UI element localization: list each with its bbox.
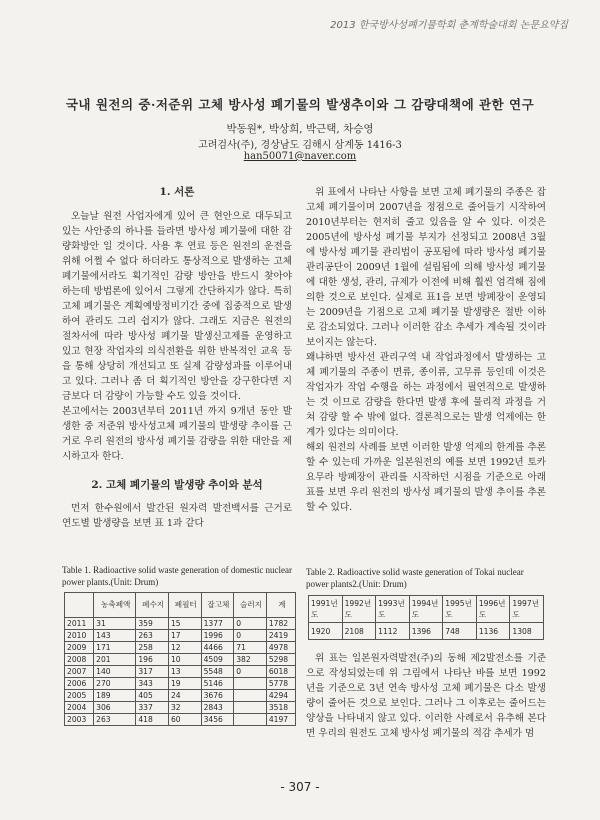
table-1-cell: 382	[234, 654, 267, 666]
table-1-header-cell: 잡고체	[201, 593, 234, 618]
paper-authors: 박동원*, 박상희, 박근택, 차승영	[226, 123, 374, 135]
table-2-value-cell: 1136	[476, 623, 510, 640]
table-1-header-cell: 폐필터	[168, 593, 201, 618]
table-1-cell: 317	[136, 666, 169, 678]
table-1-cell: 4294	[266, 690, 295, 702]
table-row	[65, 666, 296, 678]
paper-affiliation: 고려검사(주), 경상남도 김해시 삼계동 1416-3	[198, 140, 402, 151]
table-1-cell: 31	[94, 618, 136, 630]
table-1-cell: 12	[168, 642, 201, 654]
table-2-year-cell: 1993년도	[376, 596, 410, 623]
table-2-value-cell: 2108	[342, 623, 376, 640]
table-2-value-cell: 1112	[376, 623, 410, 640]
table-1-cell: 0	[234, 630, 267, 642]
table-row	[65, 630, 296, 642]
table-2-year-cell: 1991년도	[309, 596, 343, 623]
right-paragraph-1: 위 표에서 나타난 사항을 보면 고체 폐기물의 주종은 잡 고체 폐기물이며 2007년을 정점으로 줄어들기 시작하여 2010년부터는 현저히 줄고 있음을 알 수 있다. 이것은 2005년에 방사성 폐기물 부지가 선정되고 2008년 3월에 방사성 폐기물 관리법이 공포됨에 따라 방사성 폐기물 관리공단이 2009년 1월에 설립됨에 의해 방사성 폐기물에 대한 생성, 관리, 규제가 이전에 비해 훨씬 엄격해 짐에 의한 것으로 보인다. 실제로 표1을 보면 방폐장이 운영되는 2009년을 기점으로 고체 폐기물 발생량은 절반 이하로 감소되었다. 그러나 이러한 감소 추세가 계속될 것이라 보이지는 않는다.	[306, 187, 546, 348]
right-paragraph-2: 왜냐하면 방사선 관리구역 내 작업과정에서 발생하는 고체 폐기물의 주종이 면류, 종이류, 고무류 등인데 이것은 작업자가 작업 수행을 하는 과정에서 필연적으로 발생하는 것 이므로 감량을 한다면 발생 후에 물리적 과정을 거쳐 감량 할 수 밖에 없다. 결론적으로는 발생 억제에는 한계가 있다는 의미이다.	[306, 352, 546, 438]
table-2-value-cell: 748	[443, 623, 477, 640]
table-1-cell: 201	[94, 654, 136, 666]
page-number: - 307 -	[280, 780, 320, 794]
table-1-cell: 2419	[266, 630, 295, 642]
right-paragraph-4: 위 표는 일본원자력발전(주)의 동해 제2발전소를 기준으로 작성되었는데 위 그림에서 나타난 바를 보면 1992년을 기준으로 3년 연속 방사성 고체 폐기물은 다소 발생량이 줄어든 것으로 보인다. 그러나 그 이후로는 줄어드는 양상을 나타내지 않고 있다. 이러한 사례로서 유추해 본다면 우리의 원전도 고체 방사성 폐기물의 적감 추세가 멈	[306, 653, 546, 739]
table-2-year-cell: 1996년도	[476, 596, 510, 623]
right-column-text	[306, 185, 546, 515]
table-1-cell: 2005	[65, 690, 94, 702]
table-1-cell: 5548	[201, 666, 234, 678]
table-1-cell: 337	[136, 702, 169, 714]
table-1-cell: 15	[168, 618, 201, 630]
table-1-cell: 2843	[201, 702, 234, 714]
table-1-cell: 71	[234, 642, 267, 654]
table-1-cell	[234, 678, 267, 690]
table-1-cell: 4197	[266, 714, 295, 726]
section-2-paragraph-1: 먼저 한수원에서 발간된 원자력 발전백서를 근거로 연도별 발생량을 보면 표 1과 같다	[62, 503, 292, 529]
table-1-cell: 359	[136, 618, 169, 630]
section-1-paragraph-1: 오늘날 원전 사업자에게 있어 큰 현안으로 대두되고 있는 사안중의 하나를 들라면 방사성 폐기물에 대한 감량화방안 일 것이다. 사용 후 연료 등은 원전의 운전을 위해 어쩔 수 없다 하더라도 통상적으로 발생하는 고체 폐기물에서라도 획기적인 감량 방안을 반드시 찾아야 하는데 방법론에 있어서 그렇게 간단하지가 않다. 특히 고체 폐기물은 계획예방정비기간 중에 집중적으로 발생하여 관리도 그리 쉽지가 않다. 그래도 지금은 원전의 절차서에 따라 방사성 폐기물 발생신고제를 운영하고 있고 현장 작업자의 의식전환을 위한 반복적인 교육 등을 통해 상당히 개선되고 또 실제 감량성과를 이루어내고 있다. 그러나 좀 더 획기적인 방안을 강구한다면 지금보다 더 감량이 가능할 수도 있을 것이다.	[62, 211, 292, 402]
table-1-cell	[234, 702, 267, 714]
table-1-cell: 1782	[266, 618, 295, 630]
table-2-year-cell: 1994년도	[409, 596, 443, 623]
table-1-cell: 263	[94, 714, 136, 726]
right-column-text-lower	[306, 651, 546, 741]
section-2-title: 2. 고체 폐기물의 발생량 추이와 분석	[91, 479, 263, 491]
table-1-cell: 19	[168, 678, 201, 690]
table-1-cell: 3456	[201, 714, 234, 726]
table-row	[65, 690, 296, 702]
table-2-value-cell: 1308	[510, 623, 544, 640]
table-2-year-cell: 1997년도	[510, 596, 544, 623]
table-2-caption: Table 2. Radioactive solid waste generation of Tokai nuclear power plants2.(Unit: Drum)	[306, 567, 524, 589]
table-1-header-cell: 슬러지	[234, 593, 267, 618]
table-1-cell: 258	[136, 642, 169, 654]
table-1-cell: 343	[136, 678, 169, 690]
table-2-year-row	[309, 596, 544, 623]
table-1-cell: 3676	[201, 690, 234, 702]
table-1-cell: 2003	[65, 714, 94, 726]
table-1-cell: 270	[94, 678, 136, 690]
table-1-header-row	[65, 593, 296, 618]
table-1-cell: 60	[168, 714, 201, 726]
right-paragraph-3: 해외 원전의 사례를 보면 이러한 발생 억제의 한계를 추론 할 수 있는데 가까운 일본원전의 예를 보면 1992년 토카요무라 방폐장이 관리를 시작하던 시점을 기준으로 아래 표를 보면 우리 원전의 방사성 폐기물의 발생 추이를 추론할 수 있다.	[306, 442, 546, 513]
table-1-cell: 13	[168, 666, 201, 678]
table-1-cell: 263	[136, 630, 169, 642]
table-2-value-cell: 1920	[309, 623, 343, 640]
table-row	[65, 702, 296, 714]
table-1-cell: 418	[136, 714, 169, 726]
section-1-title: 1. 서론	[159, 186, 195, 198]
table-1-header-cell	[65, 593, 94, 618]
table-1-cell: 2010	[65, 630, 94, 642]
table-1-cell: 3518	[266, 702, 295, 714]
table-1-cell: 6018	[266, 666, 295, 678]
section-1-paragraph-2: 본고에서는 2003년부터 2011년 까지 9개년 동안 발생한 중 저준위 방사성고체 폐기물의 발생량 추이를 근거로 우리 원전의 방사성 폐기물 감량을 위한 대안을 제시하고자 한다.	[62, 406, 292, 462]
table-1-cell: 24	[168, 690, 201, 702]
table-1-cell: 0	[234, 618, 267, 630]
table-1-cell: 2011	[65, 618, 94, 630]
table-1-cell: 5778	[266, 678, 295, 690]
table-1-header-cell: 폐수지	[136, 593, 169, 618]
table-1-cell: 2004	[65, 702, 94, 714]
table-1-cell: 2008	[65, 654, 94, 666]
table-1-cell: 4509	[201, 654, 234, 666]
table-1-cell	[234, 690, 267, 702]
table-1-cell: 2009	[65, 642, 94, 654]
table-1-cell: 1996	[201, 630, 234, 642]
paper-title: 국내 원전의 중·저준위 고체 방사성 폐기물의 발생추이와 그 감량대책에 관한 연구	[65, 97, 535, 112]
table-1-header-cell: 계	[266, 593, 295, 618]
table-2-year-cell: 1992년도	[342, 596, 376, 623]
table-row	[65, 654, 296, 666]
table-2-year-cell: 1995년도	[443, 596, 477, 623]
table-1-cell: 189	[94, 690, 136, 702]
table-2-value-cell: 1396	[409, 623, 443, 640]
table-1-cell: 17	[168, 630, 201, 642]
table-1-caption: Table 1. Radioactive solid waste generation of domestic nuclear power plants.(Unit: Drum)	[62, 565, 293, 587]
table-1-cell: 32	[168, 702, 201, 714]
table-1-cell: 2007	[65, 666, 94, 678]
table-1-cell: 5146	[201, 678, 234, 690]
table-1-cell: 140	[94, 666, 136, 678]
table-1-cell: 4978	[266, 642, 295, 654]
table-1-cell: 5298	[266, 654, 295, 666]
table-2-value-row	[309, 623, 544, 640]
table-2	[308, 595, 544, 640]
paper-email[interactable]: han50071@naver.com	[243, 151, 357, 162]
table-1-cell: 1377	[201, 618, 234, 630]
table-1	[64, 592, 296, 726]
table-row	[65, 678, 296, 690]
table-1-cell: 171	[94, 642, 136, 654]
table-row	[65, 618, 296, 630]
table-1-cell	[234, 714, 267, 726]
table-1-cell: 143	[94, 630, 136, 642]
table-row	[65, 642, 296, 654]
table-1-cell: 306	[94, 702, 136, 714]
table-1-cell: 4466	[201, 642, 234, 654]
table-1-header-cell: 농축폐액	[94, 593, 136, 618]
left-column-text	[62, 185, 292, 531]
running-header: 2013 한국방사성폐기물학회 춘계학술대회 논문요약집	[330, 20, 568, 31]
table-1-cell: 2006	[65, 678, 94, 690]
table-1-cell: 405	[136, 690, 169, 702]
table-1-cell: 0	[234, 666, 267, 678]
table-1-cell: 196	[136, 654, 169, 666]
table-1-cell: 10	[168, 654, 201, 666]
table-row	[65, 714, 296, 726]
